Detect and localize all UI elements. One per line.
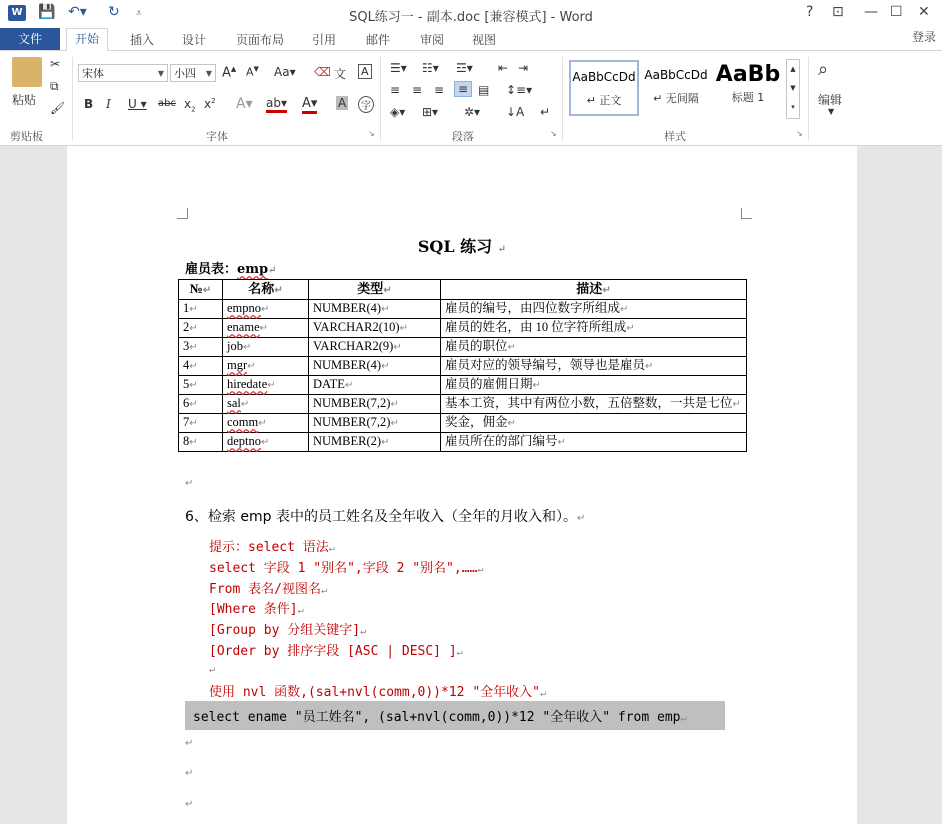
tab-file[interactable]: 文件 xyxy=(0,28,60,50)
hint-line: [Where 条件]↵ xyxy=(209,602,304,617)
table-cell: NUMBER(2)↵ xyxy=(309,433,441,452)
italic-icon[interactable]: I xyxy=(106,97,111,111)
tab-insert[interactable]: 插入 xyxy=(130,33,155,47)
chinese-layout-icon[interactable]: ✲▾ xyxy=(464,105,481,119)
tab-home[interactable]: 开始 xyxy=(66,28,108,52)
hint-line: ↵ xyxy=(209,664,216,675)
table-cell: NUMBER(7,2)↵ xyxy=(309,395,441,414)
paragraph-mark: ↵ xyxy=(268,265,277,276)
answer-sql-text: select ename "员工姓名", (sal+nvl(comm,0))*12 "全年收入" from emp xyxy=(193,710,681,725)
group-divider xyxy=(808,57,809,141)
hint-line: 使用 nvl 函数,(sal+nvl(comm,0))*12 "全年收入"↵ xyxy=(209,685,547,700)
paste-button[interactable]: 粘贴 xyxy=(12,93,37,107)
table-caption-name: emp xyxy=(237,262,269,277)
chevron-down-icon: ▼ xyxy=(205,69,212,78)
tab-view[interactable]: 视图 xyxy=(472,33,497,47)
table-row xyxy=(179,300,747,319)
table-cell: 3↵ xyxy=(179,338,223,357)
table-row xyxy=(179,376,747,395)
table-row xyxy=(179,338,747,357)
table-cell: 5↵ xyxy=(179,376,223,395)
table-cell: 基本工资，其中有两位小数，五倍整数，一共是七位↵ xyxy=(441,395,747,414)
table-cell: 1↵ xyxy=(179,300,223,319)
group-divider xyxy=(72,57,73,141)
style-heading-1[interactable] xyxy=(713,60,783,116)
table-cell: 奖金，佣金↵ xyxy=(441,414,747,433)
table-cell: hiredate↵ xyxy=(223,376,309,395)
align-center-icon[interactable]: ≡ xyxy=(412,83,423,97)
editing-button[interactable]: 编辑 xyxy=(818,93,843,107)
font-name-combo[interactable] xyxy=(78,64,168,82)
table-cell: 雇员所在的部门编号↵ xyxy=(441,433,747,452)
paragraph-dialog-launcher-icon[interactable]: ↘ xyxy=(550,129,557,138)
ribbon-tabs xyxy=(0,28,942,51)
help-button[interactable]: ? xyxy=(806,4,814,20)
style-preview: AaBb xyxy=(715,62,781,87)
table-cell: NUMBER(4)↵ xyxy=(309,300,441,319)
font-size-value: 小四 xyxy=(174,67,196,80)
paragraph-mark: ↵ xyxy=(185,738,194,749)
styles-scroll[interactable]: ▲ ▼ ▾ xyxy=(786,59,800,119)
table-cell: deptno↵ xyxy=(223,433,309,452)
table-cell: 雇员的雇佣日期↵ xyxy=(441,376,747,395)
underline-icon[interactable]: U ▾ xyxy=(128,97,147,111)
decrease-indent-icon[interactable]: ⇤ xyxy=(498,61,509,75)
ribbon xyxy=(0,51,942,146)
shrink-font-icon[interactable]: A▼ xyxy=(246,65,259,79)
group-divider xyxy=(380,57,381,141)
tab-mailings[interactable]: 邮件 xyxy=(366,33,391,47)
font-color-icon[interactable]: A▾ xyxy=(302,96,317,114)
line-spacing-icon[interactable]: ↕≡▾ xyxy=(506,83,533,97)
font-group-label: 字体 xyxy=(206,130,228,143)
change-case-icon[interactable]: Aa▾ xyxy=(274,65,296,79)
header-cell: №↵ xyxy=(179,280,223,300)
show-marks-icon[interactable]: ↵ xyxy=(540,105,551,119)
table-cell: 雇员对应的领导编号，领导也是雇员↵ xyxy=(441,357,747,376)
paragraph-mark: ↵ xyxy=(497,244,507,255)
format-painter-icon[interactable]: 🖌 xyxy=(50,101,66,115)
sign-in-link[interactable]: 登录 xyxy=(911,30,936,44)
distributed-icon[interactable]: ▤ xyxy=(478,83,490,97)
strikethrough-icon[interactable]: abc xyxy=(158,98,176,109)
borders-icon[interactable]: ⊞▾ xyxy=(422,105,439,119)
table-cell: 4↵ xyxy=(179,357,223,376)
grow-font-icon[interactable]: A▲ xyxy=(222,65,237,81)
hint-line: From 表名/视图名↵ xyxy=(209,582,327,597)
table-cell: job↵ xyxy=(223,338,309,357)
header-cell: 类型↵ xyxy=(309,280,441,300)
table-row xyxy=(179,319,747,338)
enclose-characters-icon[interactable]: 字 xyxy=(358,96,374,113)
copy-icon[interactable]: ⧉ xyxy=(50,79,59,93)
sort-icon[interactable]: ↓A xyxy=(506,105,525,119)
style-no-spacing[interactable] xyxy=(641,60,711,116)
document-page[interactable] xyxy=(67,146,857,824)
paragraph-mark: ↵ xyxy=(185,478,194,489)
minimize-button[interactable]: — xyxy=(864,4,878,20)
word-app-icon[interactable]: W xyxy=(8,5,26,21)
table-cell: 雇员的编号，由四位数字所组成↵ xyxy=(441,300,747,319)
title-bar xyxy=(0,0,942,28)
clear-formatting-icon[interactable]: ⌫ xyxy=(314,65,331,79)
question-6 xyxy=(185,506,585,526)
hint-line: select 字段 1 "别名",字段 2 "别名",……↵ xyxy=(209,561,484,576)
bullets-icon[interactable]: ☰▾ xyxy=(390,61,407,75)
style-preview: AaBbCcDd xyxy=(572,70,636,84)
ribbon-display-options-button[interactable]: ⊡ xyxy=(832,4,844,20)
bold-icon[interactable]: B xyxy=(84,97,94,111)
table-cell: NUMBER(4)↵ xyxy=(309,357,441,376)
increase-indent-icon[interactable]: ⇥ xyxy=(518,61,529,75)
tab-design[interactable]: 设计 xyxy=(182,33,207,47)
table-cell: DATE↵ xyxy=(309,376,441,395)
chevron-down-icon: ▼ xyxy=(157,69,164,78)
tab-review[interactable]: 审阅 xyxy=(420,33,445,47)
character-border-icon[interactable]: A xyxy=(358,64,372,79)
paragraph-mark: ↵ xyxy=(185,768,194,779)
table-cell: VARCHAR2(10)↵ xyxy=(309,319,441,338)
subscript-icon[interactable]: $x_2$ xyxy=(184,97,196,114)
table-cell: empno↵ xyxy=(223,300,309,319)
table-row xyxy=(179,395,747,414)
table-row xyxy=(179,433,747,452)
window-title: SQL练习一 - 副本.doc [兼容模式] - Word xyxy=(349,10,593,25)
tab-references[interactable]: 引用 xyxy=(312,33,337,47)
superscript-icon[interactable]: $x^2$ xyxy=(204,97,216,111)
table-row xyxy=(179,414,747,433)
multilevel-list-icon[interactable]: ☲▾ xyxy=(456,61,473,75)
style-preview: AaBbCcDd xyxy=(644,68,708,82)
styles-dialog-launcher-icon[interactable]: ↘ xyxy=(796,129,803,138)
numbering-icon[interactable]: ☷▾ xyxy=(422,61,439,75)
header-cell: 描述↵ xyxy=(441,280,747,300)
align-left-icon[interactable]: ≡ xyxy=(390,83,401,97)
close-button[interactable]: ✕ xyxy=(918,4,930,20)
table-cell: 7↵ xyxy=(179,414,223,433)
font-size-combo[interactable] xyxy=(170,64,216,82)
style-normal[interactable] xyxy=(569,60,639,116)
align-right-icon[interactable]: ≡ xyxy=(434,83,445,97)
hint-line: [Group by 分组关键字]↵ xyxy=(209,623,367,638)
table-cell: 6↵ xyxy=(179,395,223,414)
table-header-row xyxy=(179,280,747,300)
character-shading-icon[interactable]: A xyxy=(338,96,347,110)
table-cell: 8↵ xyxy=(179,433,223,452)
chevron-down-icon: ▼ xyxy=(828,107,835,116)
justify-icon[interactable]: ≡ xyxy=(454,81,472,97)
table-cell: sal↵ xyxy=(223,395,309,414)
paste-icon[interactable] xyxy=(12,57,42,87)
margin-corner-mark xyxy=(177,208,188,219)
paragraph-group-label: 段落 xyxy=(452,130,474,143)
save-icon[interactable]: 💾 xyxy=(38,4,56,20)
paragraph-mark: ↵ xyxy=(185,799,194,810)
text-effects-icon[interactable]: A▾ xyxy=(236,96,253,112)
document-title xyxy=(67,234,857,257)
highlight-color-icon[interactable]: ab▾ xyxy=(266,96,287,113)
undo-icon[interactable]: ↶▾ xyxy=(68,4,87,20)
hint-line: [Order by 排序字段 [ASC | DESC] ]↵ xyxy=(209,644,463,659)
answer-sql xyxy=(193,706,687,725)
table-cell: mgr↵ xyxy=(223,357,309,376)
phonetic-guide-icon[interactable]: 文 xyxy=(334,67,347,81)
hint-line: 提示：select 语法↵ xyxy=(209,540,335,555)
paragraph-mark: ↵ xyxy=(576,513,586,524)
styles-group-label: 样式 xyxy=(664,130,686,143)
redo-icon[interactable]: ↻ xyxy=(108,4,120,20)
table-cell: 雇员的职位↵ xyxy=(441,338,747,357)
margin-corner-mark xyxy=(741,208,752,219)
header-cell: 名称↵ xyxy=(223,280,309,300)
question-text: 6、检索 emp 表中的员工姓名及全年收入（全年的月收入和）。 xyxy=(185,509,577,525)
style-name: ↵ 正文 xyxy=(586,94,622,107)
table-cell: VARCHAR2(9)↵ xyxy=(309,338,441,357)
tab-page-layout[interactable]: 页面布局 xyxy=(236,33,285,47)
table-cell: comm↵ xyxy=(223,414,309,433)
table-caption xyxy=(185,258,277,277)
shading-icon[interactable]: ◈▾ xyxy=(390,105,406,119)
table-cell: NUMBER(7,2)↵ xyxy=(309,414,441,433)
paragraph-mark: ↵ xyxy=(680,713,687,724)
clipboard-group-label: 剪贴板 xyxy=(10,130,43,143)
style-name: ↵ 无间隔 xyxy=(653,92,699,105)
cut-icon[interactable]: ✂ xyxy=(50,57,61,71)
font-name-value: 宋体 xyxy=(82,67,104,80)
table-caption-prefix: 雇员表： xyxy=(185,262,238,277)
table-cell: 2↵ xyxy=(179,319,223,338)
binoculars-icon[interactable]: ⌕ xyxy=(818,59,829,80)
style-name: 标题 1 xyxy=(731,91,765,104)
group-divider xyxy=(562,57,563,141)
table-cell: 雇员的姓名，由 10 位字符所组成↵ xyxy=(441,319,747,338)
maximize-button[interactable]: ☐ xyxy=(890,4,903,20)
table-row xyxy=(179,357,747,376)
font-dialog-launcher-icon[interactable]: ↘ xyxy=(368,129,375,138)
emp-table xyxy=(178,279,747,452)
document-title-text: SQL 练习 xyxy=(417,237,493,256)
table-cell: ename↵ xyxy=(223,319,309,338)
customize-qat-icon[interactable]: ⩡ xyxy=(136,8,142,19)
